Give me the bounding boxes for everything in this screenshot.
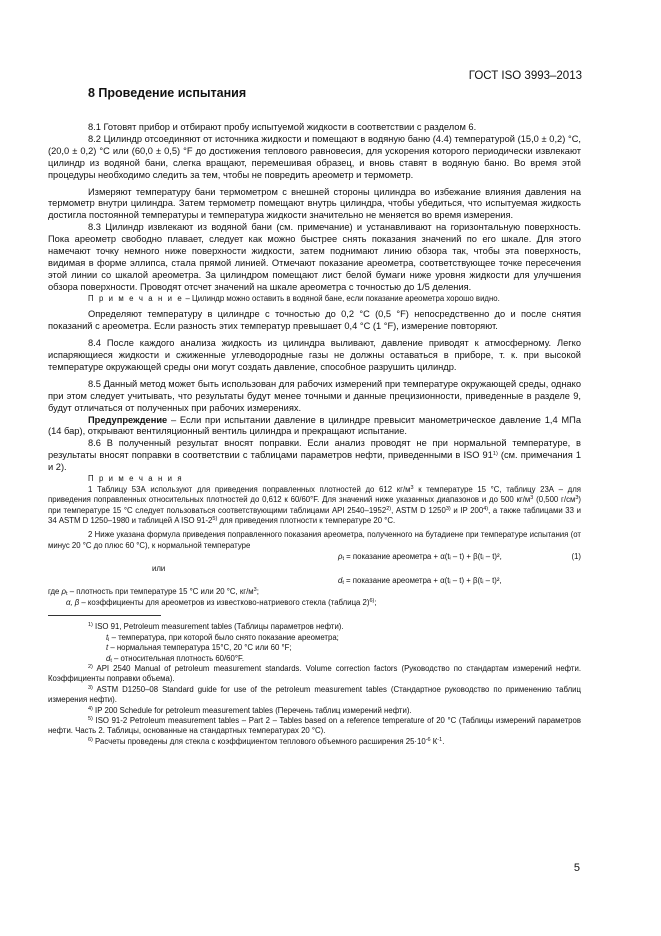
standard-header: ГОСТ ISO 3993–2013 — [468, 70, 582, 82]
footnote-4-num: 4) — [88, 705, 93, 712]
note-1-sup-3: 3 — [575, 495, 579, 502]
note-1-b: к температуре 15 °С, таблицу 23А – для приведения поправленных относительных плотностей до 0,612 к 60/60°F. Для значений ниже указанных диапазонов и до 500 кг/м — [48, 484, 581, 505]
note-1-sup-5: 3) — [445, 505, 451, 512]
note-1-h: для приведения плотности к температуре 20 °С. — [217, 516, 396, 526]
note-1-sup-6: 4) — [483, 505, 489, 512]
footnote-3-num: 3) — [88, 684, 93, 691]
footnote-6-end: . — [442, 736, 445, 746]
where-label: где — [48, 587, 62, 597]
note-1-sup-2: 3 — [530, 495, 534, 502]
note-cylinder — [48, 294, 581, 305]
where-1-end: ; — [256, 587, 259, 597]
warning-text: – Если при испытании давление в цилиндре превысит манометрическое давление 1,4 МПа (14 бар), открывают вентиляционный вентиль цилиндра и прекращают испытание. — [48, 414, 581, 437]
paragraph-temperature: Измеряют температуру бани термометром с внешней стороны цилиндра во избежание влияния давления на термометр внутри цилиндра. Затем термометр помещают внутрь цилиндра, чтобы убедиться, что испытуемая жидкость достигла постоянной температуры и температура жидкости значительно не меняется во время измерения. — [48, 186, 581, 221]
note-label: П р и м е ч а н и е — [88, 293, 184, 303]
footnote-4 — [48, 706, 581, 716]
footnote-3 — [48, 685, 581, 706]
note-1-sup-1: 3 — [410, 484, 414, 491]
note-1-e: , ASTM D 1250 — [391, 505, 446, 515]
paragraph-temperature-check: Определяют температуру в цилиндре с точностью до 0,2 °С (0,5 °F) непосредственно до и после снятия показаний с ареометра. Если разность этих температур превышает 0,4 °С (1 °F), измерение повторяют. — [48, 309, 581, 332]
footnote-5 — [48, 716, 581, 737]
note-text: – Цилиндр можно оставить в водяной бане, если показание ареометра хорошо видно. — [183, 293, 500, 303]
footnote-6-text: Расчеты проведены для стекла с коэффициентом теплового объемного расширения 25·10 — [92, 736, 426, 746]
note-1-c: (0,500 г/см — [533, 495, 576, 505]
footnote-6-num: 6) — [88, 736, 93, 743]
formula-1 — [48, 551, 581, 563]
footnote-2-text: API 2540 Manual of petroleum measurement standards. Volume correction factors (Руководство по стандартам измерений нефти. Коэффициенты поправки объема). — [48, 664, 581, 684]
paragraph-8-6-text: 8.6 В полученный результат вносят поправки. Если анализ проводят не при нормальной температуре, в результаты вносят поправки в соответствии с таблицами параметров нефти, приведенными в ISO 91 — [48, 438, 581, 461]
page-number: 5 — [573, 862, 580, 874]
paragraph-8-3: 8.3 Цилиндр извлекают из водяной бани (см. примечание) и устанавливают на горизонтальную поверхность. Пока ареометр свободно плавает, следует как можно быстрее снять показания значений по его шкале. Для этого намечают точку немного ниже поверхности жидкости, затем поднимают линию обзора так, чтобы эта поверхность, видимая в форме эллипса, стала прямой линией. Отмечают показание ареометра, соответствующее точке пересечения этой линии со шкалой ареометра. За цилиндром помещают лист белой бумаги ниже уровня жидкости для улучшения обзора поверхности. Проводят отсчет значений на шкале ареометра с точностью до 1/5 деления. — [48, 222, 581, 292]
formula-2 — [48, 575, 581, 587]
footnote-1-line-2: t – нормальная температура 15°С, 20 °С или 60 °F; — [106, 643, 292, 653]
footnote-1-text: ISO 91, Petroleum measurement tables (Таблицы параметров нефти). — [92, 622, 344, 632]
footnote-divider — [48, 615, 161, 616]
formula-where-1: где $\rho_t$ – плотность при температуре 15 °С или 20 °С, $кг/м^3$; — [48, 587, 259, 598]
footnote-2 — [48, 664, 581, 685]
note-2: 2 Ниже указана формула приведения поправленного показания ареометра, полученного на бутадиене при температуре испытания (от минус 20 °С до плюс 60 °С), к нормальной температуре — [48, 530, 581, 550]
note-1-g: , а также таблицами 33 и 34 ASTM D 1250–1980 и таблицей A ISO 91-2 — [48, 505, 581, 526]
warning-paragraph — [48, 415, 581, 439]
footnote-1-line-3-text: – относительная плотность 60/60°F. — [111, 653, 245, 663]
footnote-1 — [48, 622, 581, 632]
paragraph-8-4: 8.4 После каждого анализа жидкость из цилиндра выливают, давление приводят к атмосферному. Легко испаряющиеся жидкости и сжиженные углеводородные газы не должны оставаться в приборе, т. к. при высокой температуре окружающей среды они могут создать давление, способное разрушить цилиндр. — [48, 338, 581, 372]
note-1-d: ) при температуре 15 °С следует пользоваться соответствующими таблицами API 2540–1952 — [48, 495, 581, 515]
footnote-6 — [48, 737, 581, 747]
paragraph-8-5: 8.5 Данный метод может быть использован для рабочих измерений при температуре окружающей среды, однако при этом следует учитывать, что результаты будут менее точными и данные прецизионности, приведенные в разделе 9, будут отличаться от полученных при рабочих измерениях. — [48, 378, 581, 413]
formula-number: (1) — [571, 552, 581, 562]
formula-1-body: $\rho_t$ = показание ареометра + α(tᵢ – t) + β(tᵢ – t)², — [338, 552, 502, 563]
formula-where-2 — [48, 598, 581, 609]
footnote-2-num: 2) — [88, 664, 93, 671]
footnote-5-text: ISO 91-2 Petroleum measurement tables – Part 2 – Tables based on a reference temperature of 20 °C (Таблицы измерений параметров нефти. Часть 2. Таблицы, основанные на стандартных температурах 20 °С). — [48, 716, 581, 736]
note-1 — [48, 485, 581, 527]
section-title: 8 Проведение испытания — [88, 86, 247, 100]
where-2-symbols: α, β — [66, 597, 80, 607]
note-1-sup-4: 2) — [386, 505, 392, 512]
formula-or — [48, 563, 581, 575]
formula-2-body: $d_t$ = показание ареометра + α(tᵢ – t) + β(tᵢ – t)², — [338, 576, 502, 587]
footnote-5-num: 5) — [88, 716, 93, 723]
notes-label-text: П р и м е ч а н и я — [88, 474, 184, 484]
note-1-sup-7: 5) — [212, 516, 218, 523]
footnote-1-line-1-text: – температура, при которой было снято показание ареометра; — [109, 632, 339, 642]
footnote-3-text: ASTM D1250–08 Standard guide for use of the petroleum measurement tables (Стандартное руководство по применению таблиц измерения нефти). — [48, 684, 581, 705]
formula-1-text: = показание ареометра + α(tᵢ – t) + β(tᵢ – t)², — [346, 552, 502, 562]
paragraph-8-1: 8.1 Готовят прибор и отбирают пробу испытуемой жидкости в соответствии с разделом 6. — [88, 122, 477, 132]
footnote-6-sup-2: -1 — [437, 736, 443, 743]
footnote-1-line-3: $d_t$ – относительная плотность 60/60°F. — [106, 653, 245, 664]
paragraph-8-6 — [48, 438, 581, 474]
where-1-sup: 3 — [253, 587, 257, 594]
footnote-6-unit: К — [430, 736, 438, 746]
note-1-f: и IP 200 — [450, 505, 484, 515]
where-2-text: – коэффициенты для ареометров из известково-натриевого стекла (таблица 2) — [79, 597, 370, 607]
where-1-text: – плотность при температуре 15 °С или 20 °С, кг/м — [67, 587, 254, 597]
formula-or-text: или — [152, 564, 166, 574]
footnote-4-text: IP 200 Schedule for petroleum measurement tables (Перечень таблиц измерений нефти). — [92, 705, 412, 715]
page-content — [48, 86, 581, 747]
notes-label — [48, 474, 581, 485]
footnote-1-num: 1) — [88, 622, 93, 629]
footnote-6-sup: -6 — [425, 736, 431, 743]
footnote-1-line-2-text: – нормальная температура 15°С, 20 °С или 60 °F; — [108, 643, 292, 653]
warning-label: Предупреждение — [88, 414, 168, 425]
paragraph-8-2: 8.2 Цилиндр отсоединяют от источника жидкости и помещают в водяную баню (4.4) температурой (15,0 ± 0,2) °С, (20,0 ± 0,2) °С или (60,0 ± 0,5) °F до достижения теплового равновесия, для ускорения которого периодически извлекают цилиндр из водяной бани, слегка вращают, перемешивая образец, и вновь ставят в водяную баню. Во время этой процедуры необходимо следить за тем, чтобы не повредить ареометр и термометр. — [48, 133, 581, 180]
footnote-ref-1: 1) — [492, 451, 498, 458]
footnote-1-line-1: $t_i$ – температура, при которой было снято показание ареометра; — [106, 632, 339, 643]
footnote-ref-6: 6) — [369, 597, 375, 604]
paragraph-8-6-tail: (см. примечания 1 и 2). — [48, 450, 581, 473]
note-1-a: 1 Таблицу 53А используют для приведения поправленных плотностей до 612 кг/м — [88, 484, 411, 494]
where-2-end: ; — [374, 597, 377, 607]
formula-2-text: = показание ареометра + α(tᵢ – t) + β(tᵢ – t)², — [346, 576, 502, 586]
